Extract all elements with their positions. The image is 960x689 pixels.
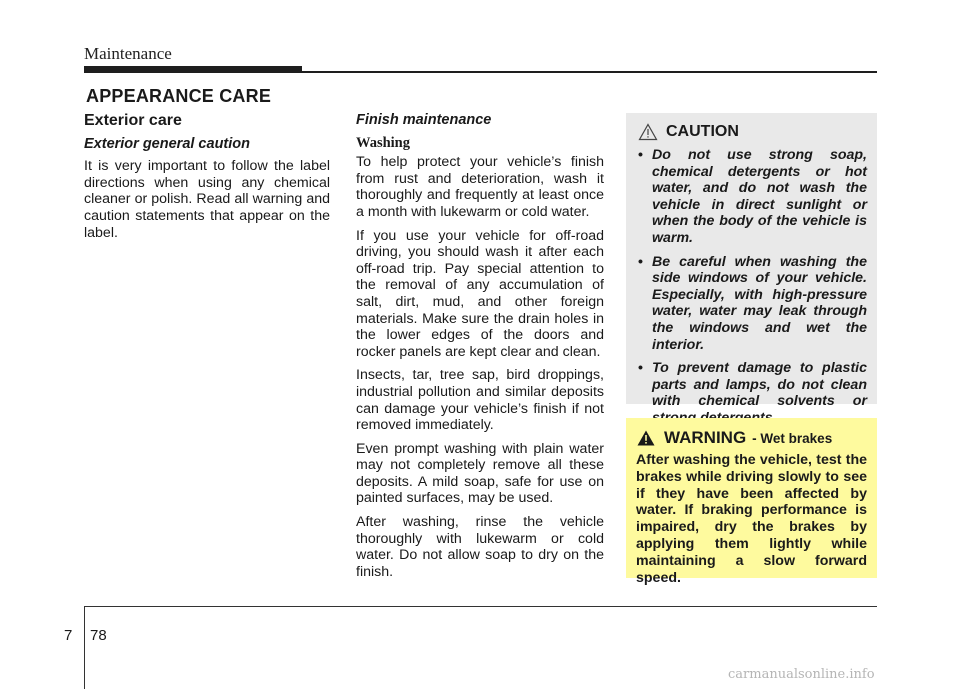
exterior-general-caution-heading: Exterior general caution: [84, 135, 250, 152]
warning-title: WARNING: [664, 428, 747, 447]
caution-item: • Do not use strong soap, chemical detergents or hot water, and do not wash the vehicle in direct sunlight or when the body of the vehicle is warm.: [638, 147, 867, 247]
caution-title: CAUTION: [666, 123, 739, 140]
watermark: carmanualsonline.info: [728, 667, 875, 682]
mild-soap-paragraph: Even prompt washing with plain water may not completely remove all these deposits. A mild soap, safe for use on painted surfaces, may be used.: [356, 440, 604, 507]
caution-list: [638, 147, 867, 427]
warning-text: After washing the vehicle, test the brakes while driving slowly to see if they have been affected by water. If braking performance is impaired, dry the brakes by applying them lightly while maintaining a slow forward speed.: [636, 452, 867, 586]
left-column: [84, 110, 330, 248]
header-rule-thick: [84, 66, 302, 73]
caution-item: • Be careful when washing the side windows of your vehicle. Especially, with high-pressure water, water may leak through the windows and wet the interior.: [638, 254, 867, 354]
caution-triangle-icon: [638, 123, 658, 141]
caution-item: • To prevent damage to plastic parts and lamps, do not clean with chemical solvents or: [638, 360, 867, 426]
rinse-paragraph: After washing, rinse the vehicle thoroughly with lukewarm or cold water. Do not allow soap to dry on the finish.: [356, 514, 604, 580]
exterior-care-heading: Exterior care: [84, 112, 182, 129]
running-header-title: Maintenance: [84, 44, 172, 63]
caution-box: [626, 113, 877, 410]
warning-header: [636, 428, 867, 448]
warning-triangle-icon: [636, 429, 656, 447]
footer-rule-horizontal: [84, 606, 877, 607]
section-heading: APPEARANCE CARE: [86, 86, 272, 106]
deposits-paragraph: Insects, tar, tree sap, bird droppings, industrial pollution and similar deposits can damage your vehicle’s finish if not removed immediately.: [356, 367, 604, 434]
washing-paragraph: To help protect your vehicle’s finish from rust and deterioration, wash it thoroughly and frequently at least once a month with lukewarm or cold water.: [356, 154, 604, 220]
middle-column: [356, 110, 604, 587]
footer-rule-vertical: [84, 606, 85, 689]
chapter-number: 7: [64, 627, 73, 644]
warning-subtitle: - Wet brakes: [752, 430, 833, 446]
caution-header: [638, 123, 867, 141]
page-number: 78: [90, 627, 107, 644]
warning-box: [626, 418, 877, 586]
washing-heading: Washing: [356, 134, 410, 151]
exterior-caution-paragraph: It is very important to follow the label directions when using any chemical cleaner or polish. Read all warning and caution statements that appear on the label.: [84, 158, 330, 241]
offroad-paragraph: If you use your vehicle for off-road driving, you should wash it after each off-road trip. Pay special attention to the removal of any accumulation of salt, dirt, mud, and other foreign materials. Make sure the drain holes in the lower edges of the doors and rocker panels are kept clear and clean.: [356, 227, 604, 360]
finish-maintenance-heading: Finish maintenance: [356, 112, 492, 128]
header-rule-thin: [300, 71, 877, 73]
